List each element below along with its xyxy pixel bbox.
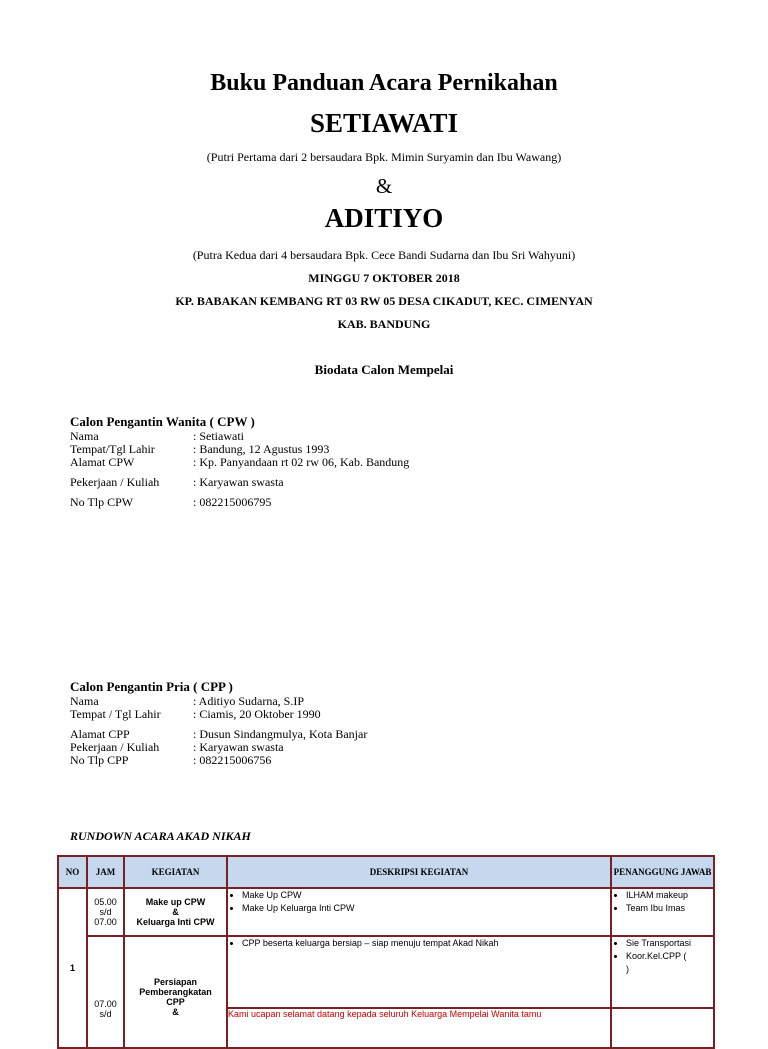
pj-text: Koor.Kel.CPP (: [626, 951, 687, 961]
bride-name: SETIAWATI: [309, 108, 459, 138]
kegiatan-line: &: [172, 1007, 179, 1017]
jam-sep: s/d: [99, 1009, 112, 1019]
kegiatan-line: Persiapan: [153, 977, 198, 987]
list-item: [626, 950, 713, 976]
kegiatan-line: Make up CPW: [145, 897, 206, 907]
document-title: Buku Panduan Acara Pernikahan: [210, 70, 558, 96]
header-deskripsi: DESKRIPSI KEGIATAN: [227, 856, 611, 888]
cpp-value-job: : Karyawan swasta: [193, 740, 284, 754]
cpw-value-phone: : 082215006795: [193, 495, 272, 509]
cpw-heading: Calon Pengantin Wanita ( CPW ): [70, 414, 255, 429]
jam-end: 07.00: [94, 917, 117, 927]
header-kegiatan: KEGIATAN: [124, 856, 227, 888]
kegiatan-cell: [124, 936, 227, 1048]
cpw-value-birth: : Bandung, 12 Agustus 1993: [193, 442, 330, 456]
event-address-line2: KAB. BANDUNG: [337, 317, 431, 331]
deskripsi-cell: [227, 888, 611, 936]
list-item: • Team Ibu Imas: [626, 902, 713, 915]
list-item: • ILHAM makeup: [626, 889, 713, 902]
jam-cell: [87, 936, 124, 1048]
rundown-table: [57, 855, 713, 1035]
cpp-label-job: Pekerjaan / Kuliah: [70, 740, 160, 754]
list-item: • CPP beserta keluarga bersiap – siap menuju tempat Akad Nikah: [242, 937, 610, 950]
header-no: NO: [58, 856, 87, 888]
cpp-label-phone: No Tlp CPP: [70, 753, 129, 767]
cpw-value-name: : Setiawati: [193, 429, 244, 443]
table-header-row: [58, 856, 714, 888]
cpw-label-job: Pekerjaan / Kuliah: [70, 475, 160, 489]
cpw-label-birth: Tempat/Tgl Lahir: [70, 442, 155, 456]
kegiatan-line: CPP: [166, 997, 185, 1007]
kegiatan-line: &: [172, 907, 179, 917]
event-date: MINGGU 7 OKTOBER 2018: [308, 271, 460, 285]
cpw-value-address: : Kp. Panyandaan rt 02 rw 06, Kab. Bandung: [193, 455, 410, 469]
row-number: 1: [58, 888, 87, 1048]
pj-cell: [611, 936, 714, 1008]
header-jam: JAM: [87, 856, 124, 888]
table-row: [58, 936, 714, 1008]
header-penanggung-jawab: PENANGGUNG JAWAB: [611, 856, 714, 888]
list-item: • Make Up CPW: [242, 889, 610, 902]
pj-cell: [611, 888, 714, 936]
jam-cell: [87, 888, 124, 936]
list-item: • Make Up Keluarga Inti CPW: [242, 902, 610, 915]
rundown-title: RUNDOWN ACARA AKAD NIKAH: [70, 829, 251, 843]
cpp-value-phone: : 082215006756: [193, 753, 272, 767]
cpp-value-name: : Aditiyo Sudarna, S.IP: [193, 694, 305, 708]
biodata-title: Biodata Calon Mempelai: [314, 362, 454, 377]
groom-parents: (Putra Kedua dari 4 bersaudara Bpk. Cece Bandi Sudarna dan Ibu Sri Wahyuni): [192, 248, 576, 262]
groom-name: ADITIYO: [324, 203, 444, 233]
cpp-label-name: Nama: [70, 694, 99, 708]
cpp-value-address: : Dusun Sindangmulya, Kota Banjar: [193, 727, 368, 741]
cpw-label-phone: No Tlp CPW: [70, 495, 134, 509]
jam-sep: s/d: [99, 907, 112, 917]
cpw-label-name: Nama: [70, 429, 99, 443]
kegiatan-line: Pemberangkatan: [139, 987, 212, 997]
pj-text: ): [626, 964, 629, 974]
cpw-value-job: : Karyawan swasta: [193, 475, 284, 489]
pj-cell-empty: [611, 1008, 714, 1048]
event-address-line1: KP. BABAKAN KEMBANG RT 03 RW 05 DESA CIKADUT, KEC. CIMENYAN: [175, 294, 593, 308]
bride-parents: (Putri Pertama dari 2 bersaudara Bpk. Mimin Suryamin dan Ibu Wawang): [206, 150, 562, 164]
table-row: [58, 888, 714, 936]
jam-start: 07.00: [94, 999, 117, 1009]
cpp-label-birth: Tempat / Tgl Lahir: [70, 707, 161, 721]
cpp-heading: Calon Pengantin Pria ( CPP ): [70, 679, 233, 694]
cpw-label-address: Alamat CPW: [70, 455, 135, 469]
ampersand: &: [375, 174, 393, 198]
kegiatan-cell: [124, 888, 227, 936]
welcome-note: Kami ucapan selamat datang kepada seluruh Keluarga Mempelai Wanita tamu: [227, 1008, 611, 1048]
jam-start: 05.00: [94, 897, 117, 907]
kegiatan-line: Keluarga Inti CPW: [136, 917, 215, 927]
cpp-value-birth: : Ciamis, 20 Oktober 1990: [193, 707, 321, 721]
list-item: • Sie Transportasi: [626, 937, 713, 950]
deskripsi-cell: [227, 936, 611, 1008]
cpp-label-address: Alamat CPP: [70, 727, 130, 741]
